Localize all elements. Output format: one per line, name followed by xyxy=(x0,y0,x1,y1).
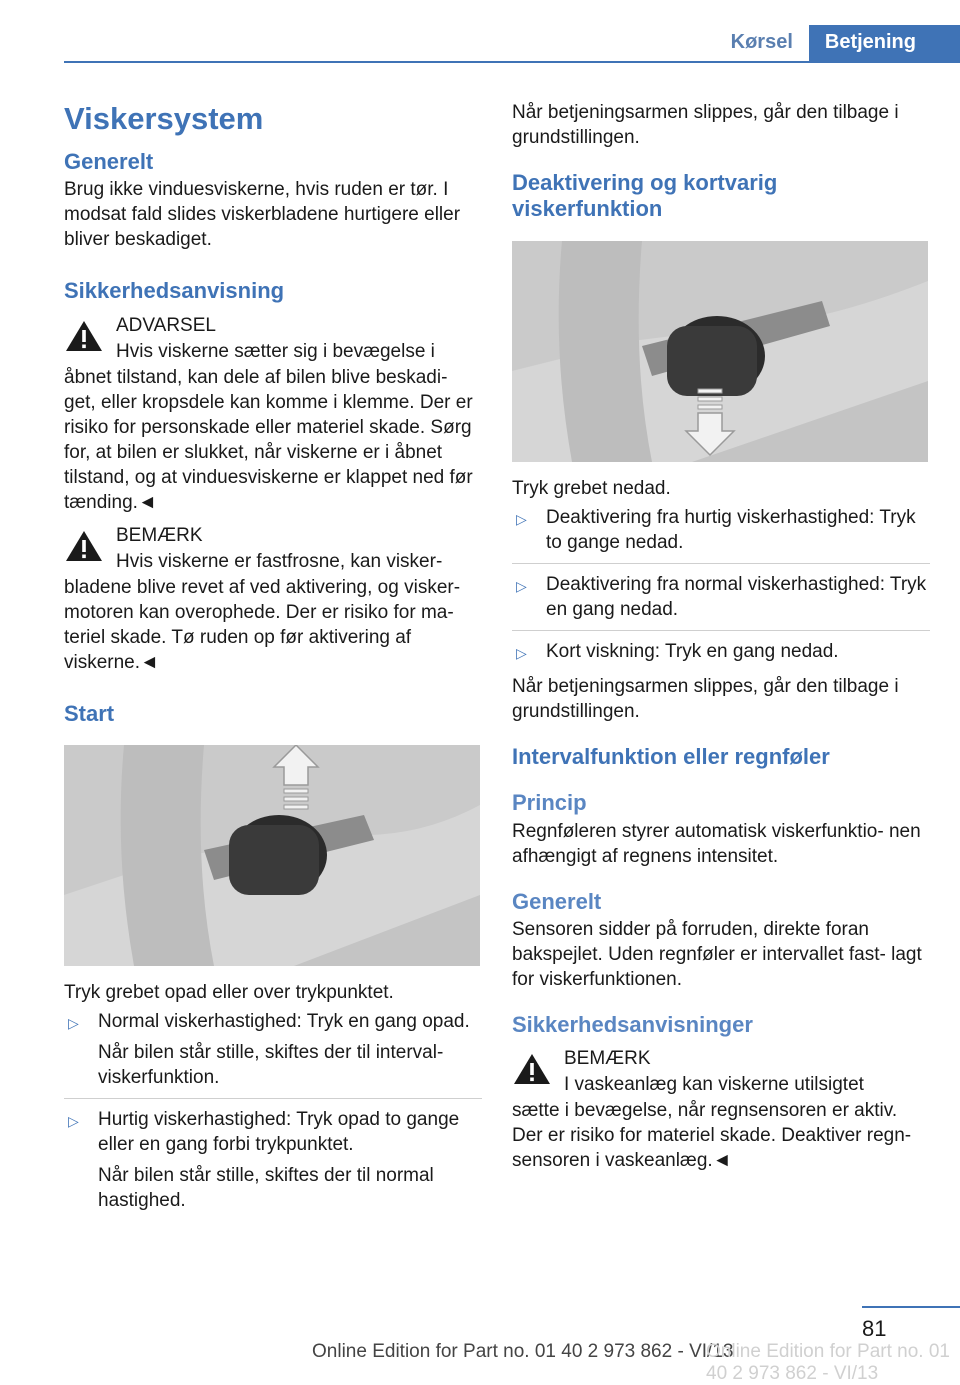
header-tabs xyxy=(715,25,960,61)
warning-lead: Hvis viskerne er fastfrosne, kan visker- xyxy=(116,550,443,572)
warning-triangle-icon xyxy=(64,529,104,563)
list-item: ▷ Normal viskerhastighed: Tryk en gang opad. Når bilen står stille, skiftes der til interval- viskerfunktion. xyxy=(68,1010,470,1088)
list-item: ▷ Hurtig viskerhastighed: Tryk opad to gange eller en gang forbi trykpunktet. Når bilen står stille, skiftes der til normal hastighed. xyxy=(64,1098,482,1213)
wiper-stalk-down-photo xyxy=(512,241,928,462)
generelt-text: Brug ikke vinduesviskerne, hvis ruden er tør. I modsat fald slides viskerbladene hurtigere eller bliver beskadiget. xyxy=(64,179,461,251)
warning-lead: I vaskeanlæg kan viskerne utilsigtet xyxy=(564,1074,864,1096)
warning-lead: Hvis viskerne sætter sig i bevægelse i xyxy=(116,340,435,362)
deaktivering-caption: Tryk grebet nedad. xyxy=(512,477,671,499)
section-heading-generelt: Generelt xyxy=(64,148,154,174)
warning-label: ADVARSEL xyxy=(116,314,216,336)
after-list-text: Når betjeningsarmen slippes, går den tilbage i grundstillingen. xyxy=(512,675,899,722)
watermark: Online Edition for Part no. 01 40 2 973 862 - VI/13 xyxy=(706,1341,950,1384)
list-item: ▷ Deaktivering fra normal viskerhastighed: Tryk en gang nedad. xyxy=(512,563,930,622)
tab-betjening: Betjening xyxy=(809,25,960,61)
edition-line: Online Edition for Part no. 01 40 2 973 862 - VI/13 xyxy=(312,1341,734,1362)
right-column xyxy=(512,100,930,1173)
bullet-icon: ▷ xyxy=(516,577,527,594)
warning-label: BEMÆRK xyxy=(116,524,203,546)
warning-body: sætte i bevægelse, når regnsensoren er aktiv. Der er risiko for materiel skade. Deaktiver regn- sensoren i vaskeanlæg.◄ xyxy=(512,1100,912,1172)
start-caption: Tryk grebet opad eller over trykpunktet. xyxy=(64,981,394,1003)
warning-triangle-icon xyxy=(64,319,104,353)
footer-rule xyxy=(862,1306,960,1308)
section-heading-deaktivering: Deaktivering og kortvarig viskerfunktion xyxy=(512,170,778,222)
section-heading-sikkerhed: Sikkerhedsanvisning xyxy=(64,278,285,304)
list-item: ▷ Kort viskning: Tryk en gang nedad. xyxy=(512,630,930,664)
tab-korsel: Kørsel xyxy=(715,25,809,61)
intro-text: Når betjeningsarmen slippes, går den tilbage i grundstillingen. xyxy=(512,102,899,148)
warning-triangle-icon xyxy=(512,1052,552,1086)
bullet-icon: ▷ xyxy=(68,1014,79,1031)
section-heading-start: Start xyxy=(64,700,115,726)
subheading-sikkerhed: Sikkerhedsanvisninger xyxy=(512,1011,753,1037)
princip-text: Regnføleren styrer automatisk viskerfunktio- nen afhængigt af regnens intensitet. xyxy=(512,820,921,867)
warning-block-bemaerk xyxy=(64,523,482,675)
subheading-princip: Princip xyxy=(512,790,587,816)
start-list xyxy=(64,1009,482,1213)
left-column xyxy=(64,100,482,1213)
bullet-icon: ▷ xyxy=(68,1112,79,1129)
subheading-generelt: Generelt xyxy=(512,888,602,914)
bullet-icon: ▷ xyxy=(516,644,527,661)
generelt-right-text: Sensoren sidder på forruden, direkte foran bakspejlet. Uden regnføler er intervallet fast- lagt for viskerfunktionen. xyxy=(512,918,922,990)
warning-block-advarsel xyxy=(64,313,482,515)
warning-body: åbnet tilstand, kan dele af bilen blive beskadi- get, eller kropsdele kan komme i klemme. Der er risiko for personskade eller materiel skade. Sørg for, at bilen er slukket, når viskerne er i åbnet tilstand, og at vinduesviskerne er klappet ned før tænding.◄ xyxy=(64,366,473,513)
page-title: Viskersystem xyxy=(64,101,264,136)
warning-body: bladene blive revet af ved aktivering, og visker- motoren kan overophede. Der er risiko for ma- teriel skade. Tø ruden op før aktivering af viskerne.◄ xyxy=(64,576,461,673)
deaktivering-list xyxy=(512,505,930,664)
warning-label: BEMÆRK xyxy=(564,1048,651,1070)
wiper-stalk-up-photo xyxy=(64,745,480,966)
header-rule xyxy=(64,61,960,63)
bullet-icon: ▷ xyxy=(516,510,527,527)
warning-block-vaskeanlaeg xyxy=(512,1046,930,1173)
page-number: 81 xyxy=(862,1316,887,1341)
section-heading-interval: Intervalfunktion eller regnføler xyxy=(512,743,830,769)
list-item: ▷ Deaktivering fra hurtig viskerhastighed: Tryk to gange nedad. xyxy=(516,506,916,553)
